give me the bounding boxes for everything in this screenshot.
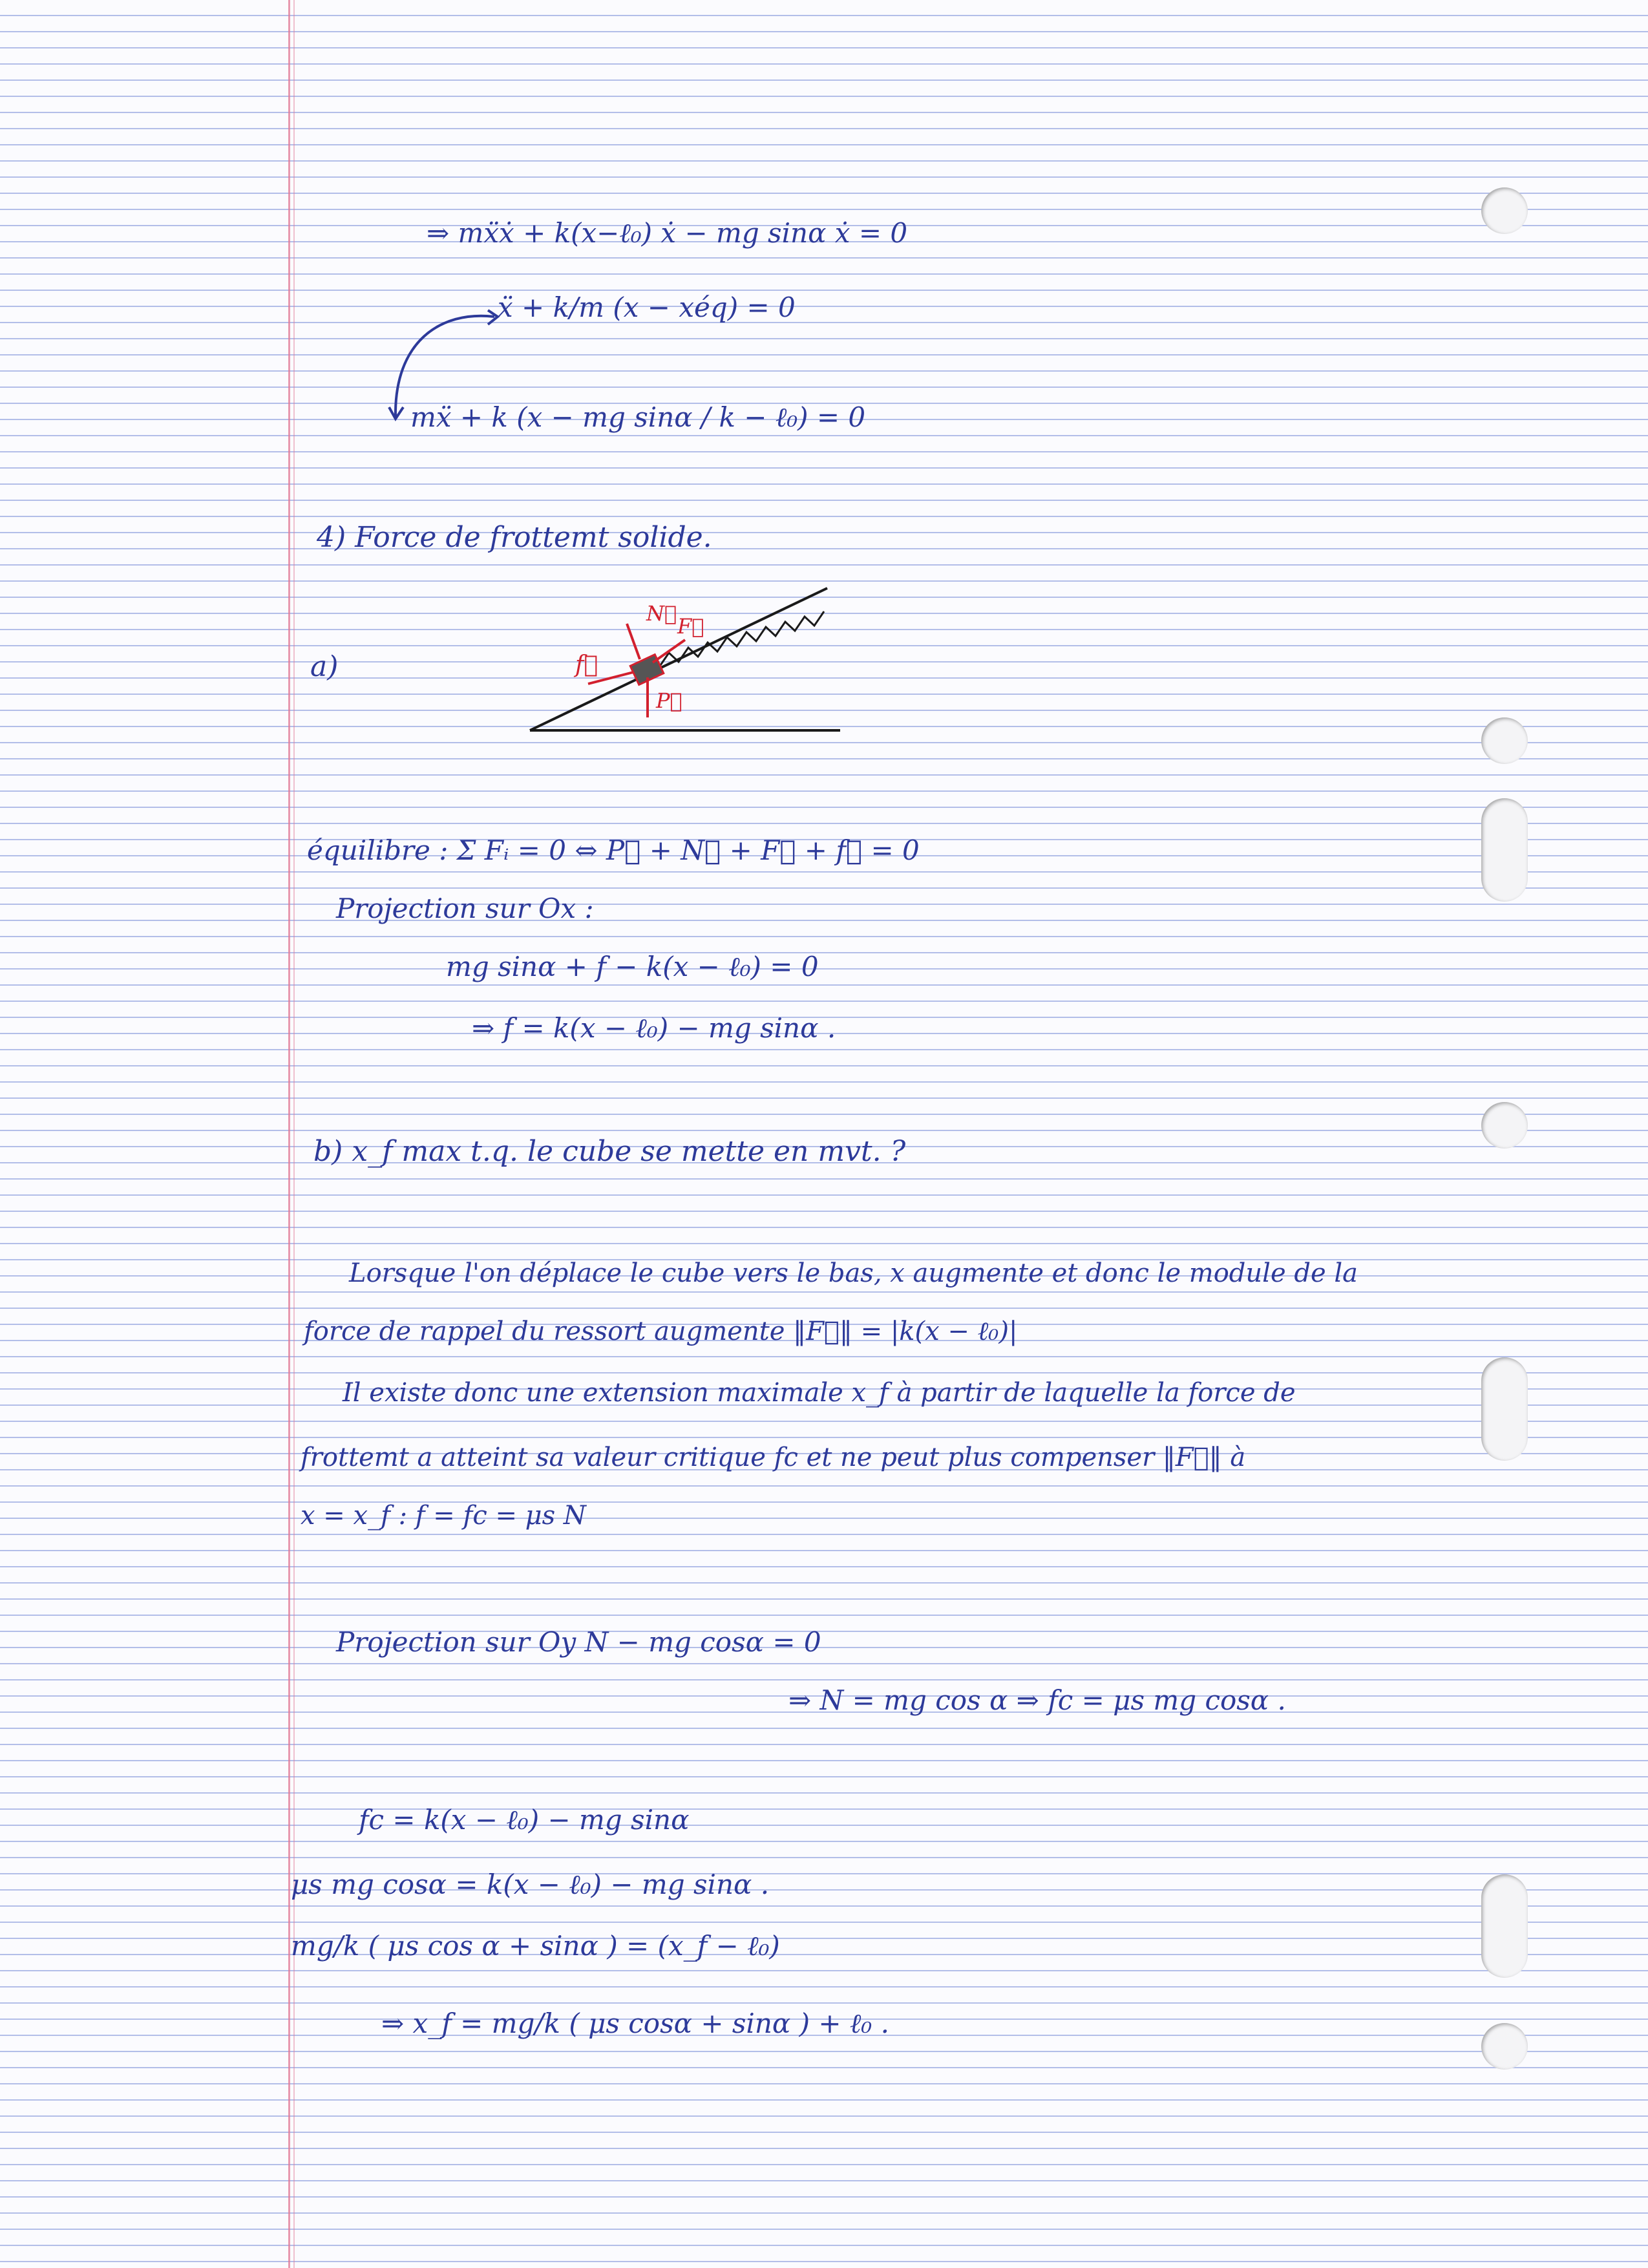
punch-hole <box>1481 717 1528 764</box>
margin-line-secondary <box>293 0 295 2268</box>
equation-line: ⇒ x_f = mg/k ( μs cosα + sinα ) + ℓ₀ . <box>381 2008 889 2039</box>
equation-line: ⇒ f = k(x − ℓ₀) − mg sinα . <box>472 1012 836 1044</box>
equation-line: mg/k ( μs cos α + sinα ) = (x_f − ℓ₀) <box>291 1930 780 1962</box>
equation-line: μs mg cosα = k(x − ℓ₀) − mg sinα . <box>291 1869 770 1900</box>
equation-line: fc = k(x − ℓ₀) − mg sinα <box>359 1804 690 1836</box>
equation-line: ⇒ mẍẋ + k(x−ℓ₀) ẋ − mg sinα ẋ = 0 <box>427 217 908 249</box>
punch-hole <box>1481 187 1528 234</box>
force-t-label: F⃗ <box>677 614 704 639</box>
equation-line: mg sinα + f − k(x − ℓ₀) = 0 <box>446 951 819 982</box>
equation-line: ẍ + k/m (x − xéq) = 0 <box>498 291 796 323</box>
force-p-label: P⃗ <box>656 688 682 713</box>
punch-hole <box>1481 1874 1528 1978</box>
inclined-plane-diagram <box>523 569 860 789</box>
section-title: 4) Force de frottemt solide. <box>317 521 712 554</box>
text-line: frottemt a atteint sa valeur critique fc et ne peut plus compenser ‖F⃗‖ à <box>301 1443 1246 1472</box>
text-line: Lorsque l'on déplace le cube vers le bas, x augmente et donc le module de la <box>349 1258 1358 1288</box>
part-label: b) x_f max t.q. le cube se mette en mvt. ? <box>313 1135 906 1168</box>
force-f-label: f⃗ <box>575 652 598 678</box>
equation-line: ⇒ N = mg cos α ⇒ fc = μs mg cosα . <box>788 1684 1286 1716</box>
punch-hole <box>1481 2023 1528 2070</box>
punch-hole <box>1481 1357 1528 1461</box>
punch-hole <box>1481 1102 1528 1149</box>
text-line: Projection sur Oy N − mg cosα = 0 <box>336 1626 821 1658</box>
equation-line: équilibre : Σ Fᵢ = 0 ⇔ P⃗ + N⃗ + F⃗ + f⃗ = 0 <box>307 834 920 866</box>
text-line: Il existe donc une extension maximale x_f à partir de laquelle la force de <box>343 1378 1296 1408</box>
part-label: a) <box>310 650 339 683</box>
equation-line: mẍ + k (x − mg sinα / k − ℓ₀) = 0 <box>410 401 866 433</box>
text-line: Projection sur Ox : <box>336 893 594 924</box>
force-n-label: N⃗ <box>646 601 677 626</box>
punch-hole <box>1481 798 1528 902</box>
margin-line <box>288 0 290 2268</box>
text-line: x = x_f : f = fc = μs N <box>301 1501 586 1531</box>
text-line: force de rappel du ressort augmente ‖F⃗‖ = |k(x − ℓ₀)| <box>304 1317 1018 1346</box>
force-n-arrow <box>627 624 640 659</box>
